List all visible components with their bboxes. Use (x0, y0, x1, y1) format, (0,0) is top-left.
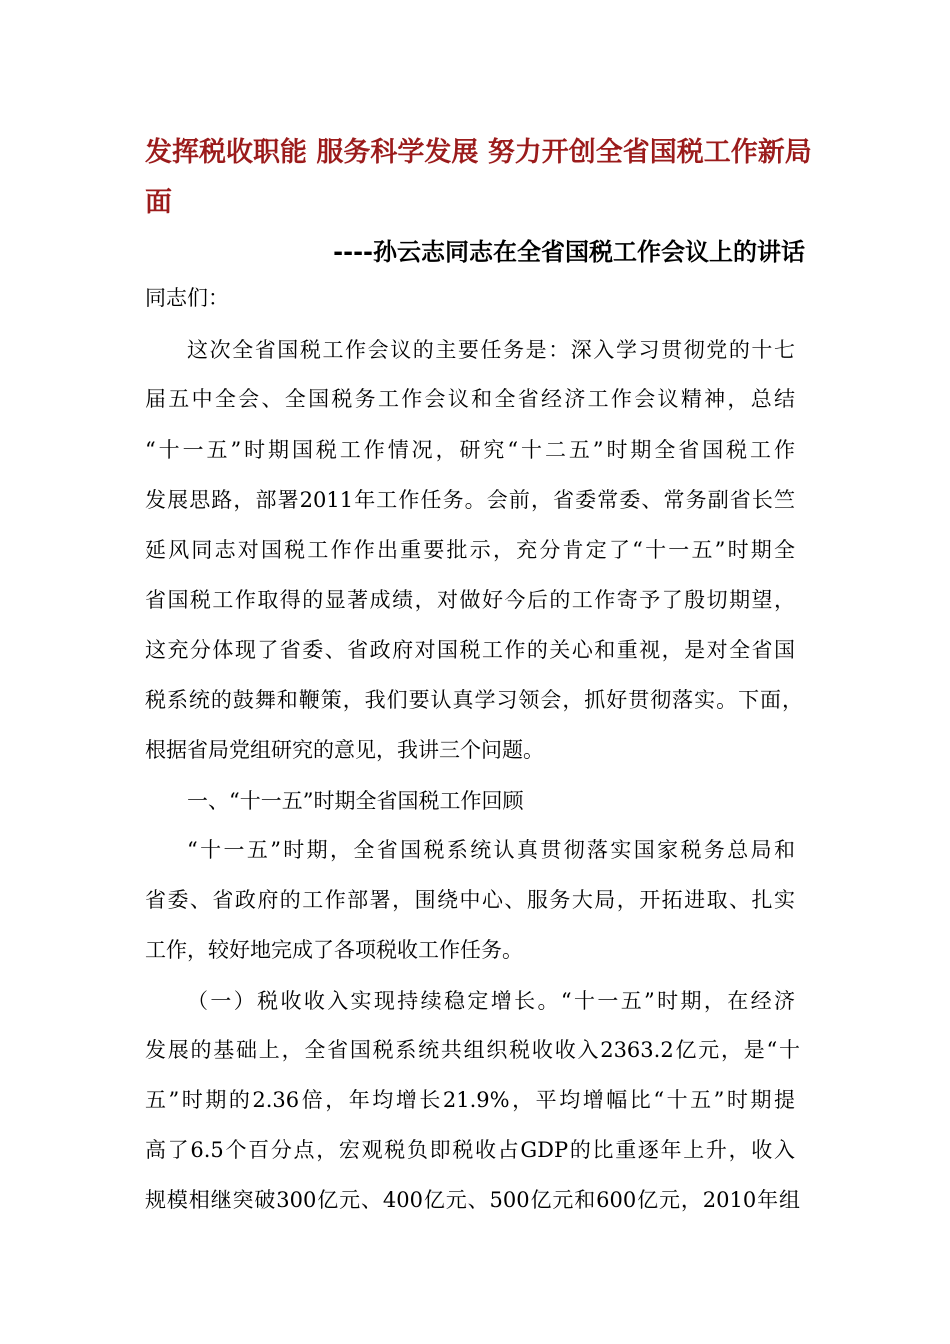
paragraph-line: 这充分体现了省委、省政府对国税工作的关心和重视，是对全省国 (145, 638, 795, 662)
paragraph-line: 这次全省国税工作会议的主要任务是：深入学习贯彻党的十七 (187, 338, 795, 362)
paragraph-line: 发展思路，部署2011年工作任务。会前，省委常委、常务副省长竺 (145, 488, 795, 512)
paragraph-line: 根据省局党组研究的意见，我讲三个问题。 (145, 738, 544, 762)
paragraph-line: 高了6.5个百分点，宏观税负即税收占GDP的比重逐年上升，收入 (145, 1138, 795, 1162)
paragraph-line: 届五中全会、全国税务工作会议和全省经济工作会议精神，总结 (145, 387, 795, 411)
paragraph-line: 省国税工作取得的显著成绩，对做好今后的工作寄予了殷切期望， (145, 588, 795, 612)
paragraph-line: 规模相继突破300亿元、400亿元、500亿元和600亿元，2010年组 (145, 1188, 800, 1212)
paragraph-line: “十一五”时期国税工作情况，研究“十二五”时期全省国税工作 (145, 438, 795, 462)
salutation: 同志们： (145, 286, 229, 310)
paragraph-line: 工作，较好地完成了各项税收工作任务。 (145, 938, 523, 962)
document-subtitle: ----孙云志同志在全省国税工作会议上的讲话 (333, 238, 805, 266)
paragraph-line: 税系统的鼓舞和鞭策，我们要认真学习领会，抓好贯彻落实。下面， (145, 688, 803, 712)
paragraph-line: （一）税收收入实现持续稳定增长。“十一五”时期，在经济 (187, 989, 795, 1013)
paragraph-line: 五”时期的2.36倍，年均增长21.9%，平均增幅比“十五”时期提 (145, 1088, 795, 1112)
paragraph-line: 省委、省政府的工作部署，围绕中心、服务大局，开拓进取、扎实 (145, 888, 795, 912)
paragraph-line: 延风同志对国税工作作出重要批示，充分肯定了“十一五”时期全 (145, 538, 795, 562)
document-title: 发挥税收职能 服务科学发展 努力开创全省国税工作新局面 (145, 137, 812, 218)
section-heading: 一、“十一五”时期全省国税工作回顾 (187, 789, 524, 813)
paragraph-line: 发展的基础上，全省国税系统共组织税收收入2363.2亿元，是“十 (145, 1038, 800, 1062)
paragraph-line: “十一五”时期，全省国税系统认真贯彻落实国家税务总局和 (187, 838, 795, 862)
